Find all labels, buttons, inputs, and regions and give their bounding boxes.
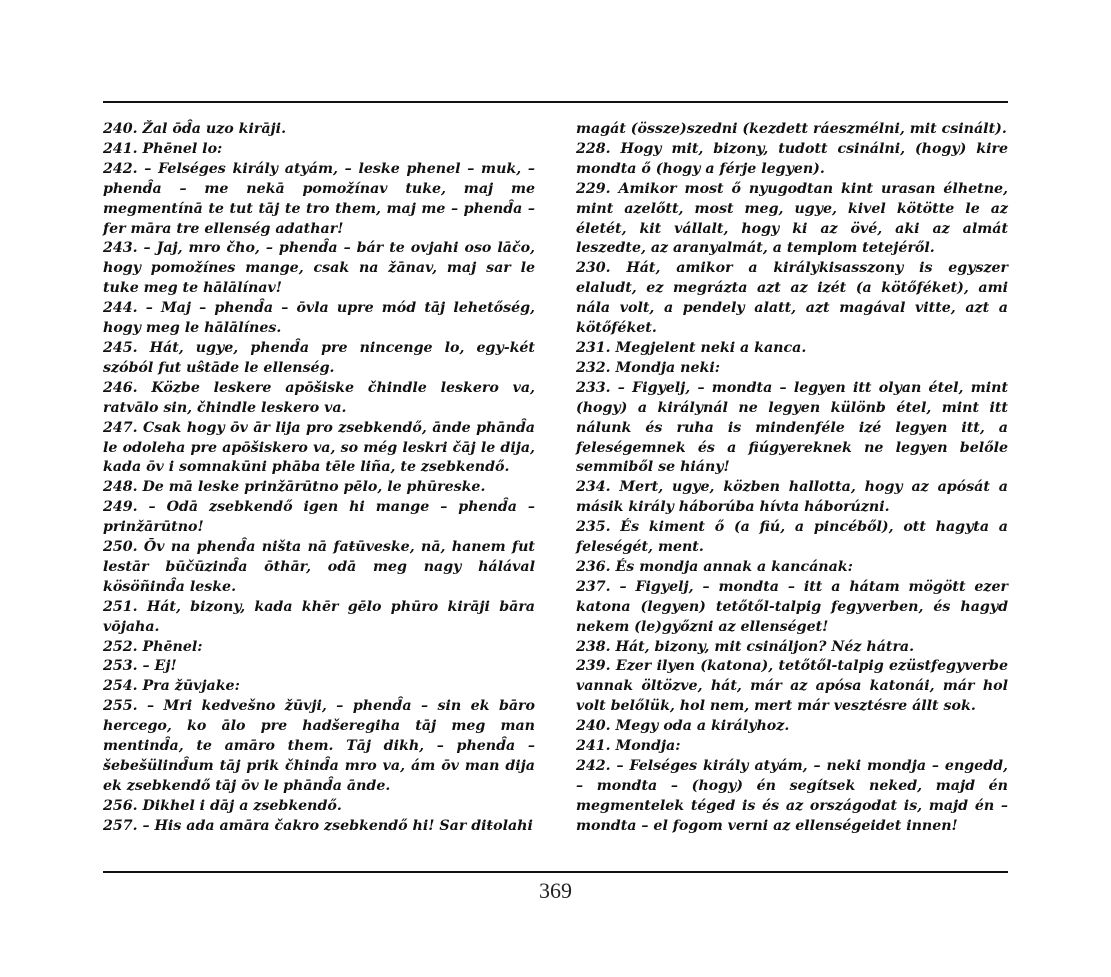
- paragraph: 250. Ōv na phend̑a ništa nā faŧūveske, nā, hanem fut lestār būčūzind̑a ōthār, odā meg nagy hálával kösöñind̑a leske.: [103, 539, 535, 595]
- paragraph: 255. – Mri kedvešno žūvji, – phend̑a – sin ek bāro hercego, ko ālo pre hadšeregiha tāj meg man mentind̑a, te amāro them. Tāj dikh, – phend̑a – šebešülind̑um tāj prik čhind̑a mro va, ám ōv man dija ek zsebkendő tāj ōv le phānd̑a ānde.: [103, 698, 535, 794]
- top-rule: [103, 101, 1008, 103]
- paragraph: 231. Megjelent neki a kanca.: [576, 339, 807, 356]
- paragraph: 253. – Ej!: [103, 658, 177, 675]
- paragraph: 245. Hát, ugye, phend̑a pre nincenge lo, egy-két szóból fut uŝtāde le ellenség.: [103, 339, 535, 376]
- paragraph: 241. Mondja:: [576, 738, 681, 755]
- paragraph: 240. Megy oda a királyhoz.: [576, 718, 790, 735]
- paragraph: 230. Hát, amikor a királykisasszony is egyszer elaludt, ez megrázta azt az izét (a kötőféket), ami nála volt, a pendely alatt, azt magával vitte, azt a kötőféket.: [576, 260, 1008, 337]
- page-number: 369: [539, 878, 572, 903]
- paragraph: 233. – Figyelj, – mondta – legyen itt olyan étel, mint (hogy) a királynál ne legyen különb étel, mint itt nálunk és ruha is mindenféle izé legyen itt, a feleségemnek és a fiúgyereknek ne legyen belőle semmiből se hiány!: [576, 379, 1008, 476]
- paragraph: 247. Csak hogy ōv ār lija pro zsebkendő, ānde phānd̑a le odoleha pre apōšiskero va, so még leskri čāj le dija, kada ōv i somnakūni phāba tēle liña, te zsebkendő.: [103, 419, 535, 476]
- paragraph: 243. – Jaj, mro čho, – phend̑a – bár te ovjahi oso lāčo, hogy pomožínes mange, csak na žānav, maj sar le tuke meg te hālālínav!: [103, 240, 535, 297]
- paragraph: 244. – Maj – phend̑a – ōvla upre mód tāj lehetőség, hogy meg le hālālínes.: [103, 300, 535, 337]
- paragraph: 237. – Figyelj, – mondta – itt a hátam mögött ezer katona (legyen) tetőtől-talpig fegyverben, és hagyd nekem (le)győzni az ellenséget!: [576, 578, 1008, 635]
- paragraph: 257. – His ada amāra čakro zsebkendő hi! Sar diŧolahi: [103, 817, 533, 834]
- left-column: [103, 120, 535, 837]
- paragraph: 232. Mondja neki:: [576, 359, 720, 376]
- paragraph: 229. Amikor most ő nyugodtan kint urasan élhetne, mint azelőtt, most meg, ugye, kivel kötötte le az életét, kit vállalt, hogy ki az övé, aki az almát leszedte, az aranyalmát, a templom tetejéről.: [576, 180, 1008, 257]
- paragraph: 252. Phēnel:: [103, 638, 203, 655]
- paragraph: 240. Žal ōd̑a uzo kirāji.: [103, 121, 287, 137]
- paragraph: 236. És mondja annak a kancának:: [576, 558, 853, 575]
- paragraph: 254. Pra žūvjake:: [103, 678, 240, 695]
- bottom-rule: [103, 871, 1008, 873]
- paragraph: 235. És kiment ő (a fiú, a pincéből), ott hagyta a feleségét, ment.: [576, 519, 1008, 556]
- paragraph: 228. Hogy mit, bizony, tudott csinálni, (hogy) kire mondta ő (hogy a férje legyen).: [576, 140, 1008, 177]
- paragraph: 234. Mert, ugye, közben hallotta, hogy az apósát a másik király háborúba hívta háborúzni.: [576, 479, 1008, 516]
- paragraph: 242. – Felséges király atyám, – neki mondja – engedd, – mondta – (hogy) én segítsek neked, majd én megmentelek téged is és az országodat is, majd én – mondta – el fogom verni az ellenségeidet innen!: [576, 758, 1008, 834]
- paragraph: 246. Közbe leskere apōšiske čhindle leskero va, ratvālo sin, čhindle leskero va.: [103, 379, 535, 416]
- paragraph: 256. Dikhel i dāj a zsebkendő.: [103, 797, 342, 814]
- paragraph: 242. – Felséges király atyám, – leske phenel – muk, – phend̑a – me nekā pomožínav tuke, maj me megmentínā te tut tāj te tro them, maj me – phend̑a – fer māra tre ellenség adathar!: [103, 160, 535, 237]
- paragraph: 238. Hát, bizony, mit csináljon? Néz hátra.: [576, 638, 915, 655]
- paragraph: 248. De mā leske prinžārūtno pēlo, le phūreske.: [103, 479, 486, 496]
- paragraph: 239. Ezer ilyen (katona), tetőtől-talpig ezüstfegyverbe vannak öltözve, hát, már az apósa katonái, már hol volt belőlük, hol nem, mert már vesztésre állt sok.: [576, 658, 1008, 715]
- paragraph: 241. Phēnel lo:: [103, 140, 223, 157]
- right-column: [576, 120, 1008, 837]
- paragraph: 251. Hát, bizony, kada khēr gēlo phūro kirāji bāra vōjaha.: [103, 598, 535, 635]
- paragraph: 249. – Odā zsebkendő igen hi mange – phend̑a – prinžārūtno!: [103, 499, 535, 536]
- paragraph: magát (össze)szedni (kezdett ráeszmélni, mit csinált).: [576, 121, 1007, 137]
